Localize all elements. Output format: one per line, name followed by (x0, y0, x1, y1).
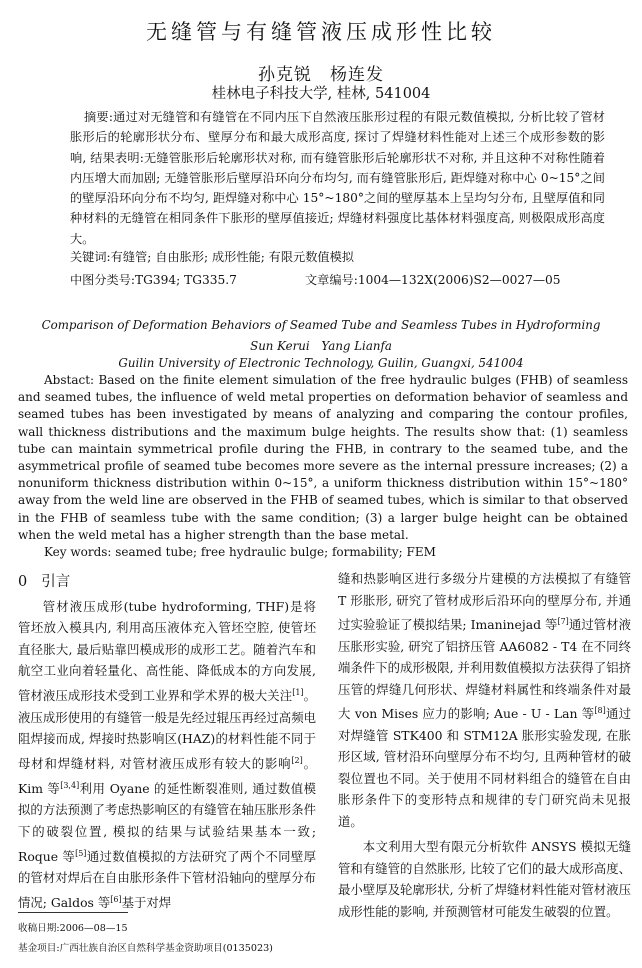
english-title: Comparison of Deformation Behaviors of Seamed Tube and Seamless Tubes in Hydroforming (41, 318, 601, 332)
citation-6: [6] (110, 894, 122, 904)
citation-5: [5] (75, 848, 87, 858)
document-number: 文章编号:1004—132X(2006)S2—0027—05 (305, 273, 561, 287)
clc-number: 中图分类号:TG394; TG335.7 (70, 273, 237, 287)
citation-7: [7] (557, 617, 569, 626)
abstract-cn-text: 摘要:通过对无缝管和有缝管在不同内压下自然液压胀形过程的有限元数值模拟, 分析比较了管材胀形后的轮廓形状分布、壁厚分布和最大成形高度, 探讨了焊缝材料性能对上述三个成形参数的影响, 结果表明:无缝管胀形后轮廓形状对称, 而有缝管胀形后轮廓形状不对称, 并且这种不对称性随着内压增大而加剧; 无缝管胀形后壁厚沿环向分布均匀, 而有缝管胀形后, 距焊缝对称中心 0~15°之间的壁厚沿环向分布不均匀, 距焊缝对称中心 15°~180°之间的壁厚基本上呈均匀分布, 且壁厚值和同种材料的无缝管在相同条件下胀形的壁厚值接近; 焊缝材料强度比基体材料强度高, 则极限成形高度大。 (70, 110, 605, 246)
abstract-cn (70, 107, 605, 249)
left-column (18, 572, 316, 914)
abstract-en (18, 372, 628, 544)
keywords-cn: 关键词:有缝管; 自由胀形; 成形性能; 有限元数值模拟 (70, 250, 354, 264)
section-title: 引言 (41, 574, 71, 590)
section-number: 0 (18, 574, 28, 590)
footnote-received-date: 收稿日期:2006—08—15 (18, 923, 128, 934)
keywords-en: Key words: seamed tube; free hydraulic bulge; formability; FEM (44, 545, 436, 559)
right-column (338, 568, 631, 922)
citation-1: [1] (292, 687, 304, 697)
abstract-en-text: Abstact: Based on the finite element simulation of the free hydraulic bulges (FHB) of seamless and seamed tubes, the influence of weld metal properties on deformation behavior of seamless and seamed tubes has been investigated by means of analyzing and comparing the contour profiles, wall thickness distributions and the maximum bulge heights. The results show that: (1) seamless tube can maintain symmetrical profile during the FHB, in contrary to the seamed tube, and the asymmetrical profile of seamed tube becomes more severe as the internal pressure increases; (2) a nonuniform thickness distribution within 0~15°, a uniform thickness distribution within 15°~180° away from the weld line are observed in the FHB of seamed tubes, which is similar to that observed in the FHB of seamless tube with the same condition; (3) a larger bulge height can be obtained when the weld metal has a higher strength than the base metal. (18, 373, 628, 542)
intro-paragraph-2: 本文利用大型有限元分析软件 ANSYS 模拟无缝管和有缝管的自然胀形, 比较了它们的最大成形高度、最小壁厚及轮廓形状, 分析了焊缝材料性能对管材液压成形性能的影响, 并预测管材可能发生破裂的位置。 (338, 839, 631, 919)
intro-paragraph-1: 管材液压成形(tube hydroforming, THF)是将管坯放入模具内, 利用高压液体充入管坯空腔, 使管坯直径胀大, 最后贴靠凹模成形的成形工艺。随着汽车和航空工业向着轻量化、高性能、降低成本的方向发展, 管材液压成形技术受到工业界和学术界的极大关注[1]。液压成形使用的有缝管一般是先经过辊压再经过高频电阻焊接而成, 焊接时热影响区(HAZ)的材料性能不同于母材和焊缝材料, 对管材液压成形有较大的影响[2]。Kim 等[3,4]利用 Oyane 的延性断裂准则, 通过数值模拟的方法预测了考虑热影响区的有缝管在轴压胀形条件下的破裂位置, 模拟的结果与试验结果基本一致; Roque 等[5]通过数值模拟的方法研究了两个不同壁厚的管材对焊后在自由胀形条件下管材沿轴向的壁厚分布情况; Galdos 等[6]基于对焊 (18, 598, 317, 910)
section-heading (18, 572, 316, 594)
intro-paragraph-1-continued: 缝和热影响区进行多级分片建模的方法模拟了有缝管 T 形胀形, 研究了管材成形后沿环向的壁厚分布, 并通过实验验证了模拟结果; Imaninejad 等[7]通过管材液压胀形实验, 研究了铝挤压管 AA6082 - T4 在不同终端条件下的成形极限, 并利用数值模拟方法获得了铝挤压管的焊缝几何形状、焊缝材料属性和终端条件对最大 von Mises 应力的影响; Aue - U - Lan 等[8]通过对焊缝管 STK400 和 STM12A 胀形实验发现, 在胀形区域, 管材沿环向壁厚分布不均匀, 且两种管材的破裂位置也不同。关于使用不同材料组合的缝管在自由胀形条件下的变形特点和规律的专门研究尚未见报道。 (338, 571, 632, 829)
footnote-funding: 基金项目:广西壮族自治区自然科学基金资助项目(0135023) (18, 943, 273, 954)
footnote-divider (18, 912, 128, 913)
affiliation: 桂林电子科技大学, 桂林, 541004 (211, 86, 431, 102)
paper-title: 无缝管与有缝管液压成形性比较 (146, 20, 496, 44)
english-authors: Sun Kerui Yang Lianfa (250, 339, 392, 353)
english-affiliation: Guilin University of Electronic Technology, Guilin, Guangxi, 541004 (118, 356, 524, 370)
citation-3-4: [3,4] (60, 780, 80, 790)
authors: 孙克锐 杨连发 (258, 65, 384, 85)
citation-8: [8] (594, 706, 606, 716)
citation-2: [2] (291, 755, 303, 765)
